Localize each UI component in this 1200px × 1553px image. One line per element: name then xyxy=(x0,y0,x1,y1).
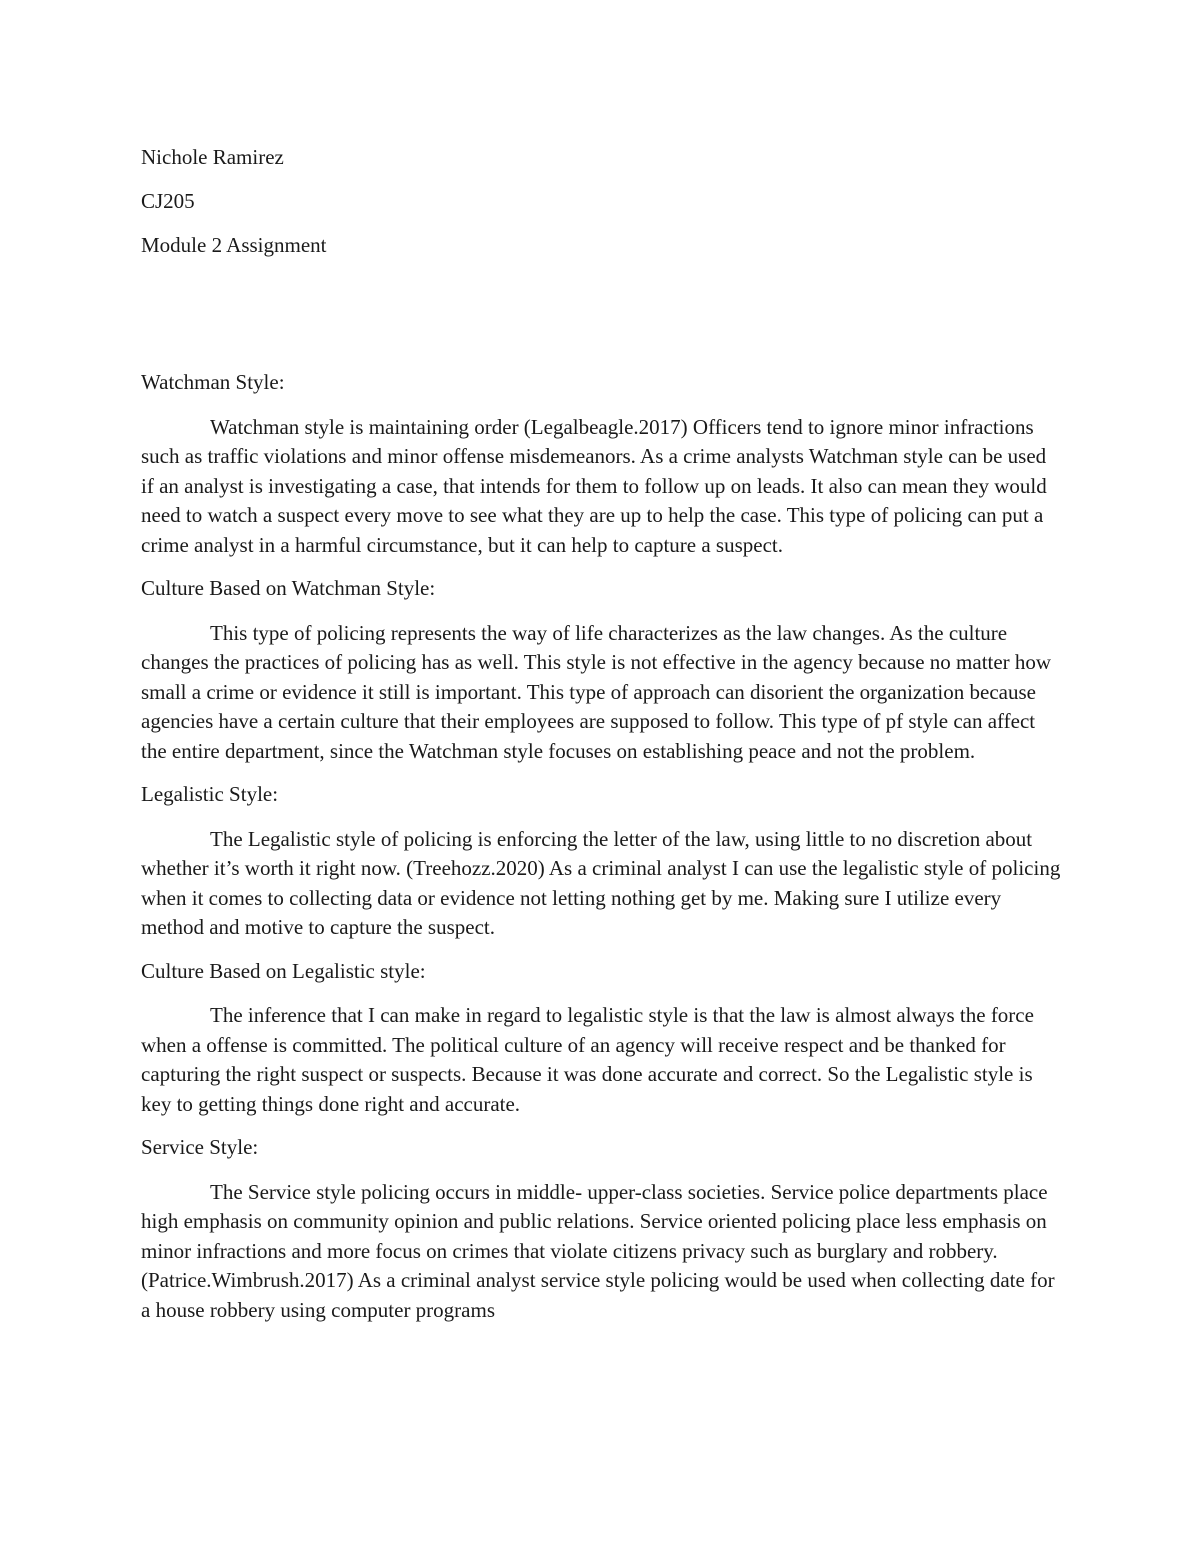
course-code: CJ205 xyxy=(141,189,195,213)
section-heading-watchman: Watchman Style: xyxy=(141,370,285,394)
document-body xyxy=(141,368,1061,1339)
section-body-service: The Service style policing occurs in middle- upper-class societies. Service police departments place high emphasis on community opinion and public relations. Service oriented policing place less emphasis on minor infractions and more focus on crimes that violate citizens privacy such as burglary and robbery. (Patrice.Wimbrush.2017) As a criminal analyst service style policing would be used when collecting date for a house robbery using computer programs xyxy=(141,1179,1055,1322)
section-heading-culture-legalistic: Culture Based on Legalistic style: xyxy=(141,958,426,983)
section-body-watchman: Watchman style is maintaining order (Legalbeagle.2017) Officers tend to ignore minor infractions such as traffic violations and minor offense misdemeanors. As a crime analysts Watchman style can be used if an analyst is investigating a case, that intends for them to follow up on leads. It also can mean they would need to watch a suspect every move to see what they are up to help the case. This type of policing can put a crime analyst in a harmful circumstance, but it can help to capture a suspect. xyxy=(141,414,1047,557)
section-body-culture-watchman: This type of policing represents the way of life characterizes as the law changes. As the culture changes the practices of policing has as well. This style is not effective in the agency because no matter how small a crime or evidence it still is important. This type of approach can disorient the organization because agencies have a certain culture that their employees are supposed to follow. This type of pf style can affect the entire department, since the Watchman style focuses on establishing peace and not the problem. xyxy=(141,620,1052,763)
section-heading-legalistic: Legalistic Style: xyxy=(141,782,279,806)
section-heading-service: Service Style: xyxy=(141,1135,259,1159)
assignment-title: Module 2 Assignment xyxy=(141,233,327,257)
section-body-legalistic: The Legalistic style of policing is enforcing the letter of the law, using little to no discretion about whether it’s worth it right now. (Treehozz.2020) As a criminal analyst I can use the legalistic style of policing when it comes to collecting data or evidence not letting nothing get by me. Making sure I utilize every method and motive to capture the suspect. xyxy=(141,826,1061,939)
section-body-culture-legalistic: The inference that I can make in regard to legalistic style is that the law is almost always the force when a offense is committed. The political culture of an agency will receive respect and be thanked for capturing the right suspect or suspects. Because it was done accurate and correct. So the Legalistic style is key to getting things done right and accurate. xyxy=(141,1003,1034,1116)
section-heading-culture-watchman: Culture Based on Watchman Style: xyxy=(141,576,436,600)
author-name: Nichole Ramirez xyxy=(141,145,284,169)
